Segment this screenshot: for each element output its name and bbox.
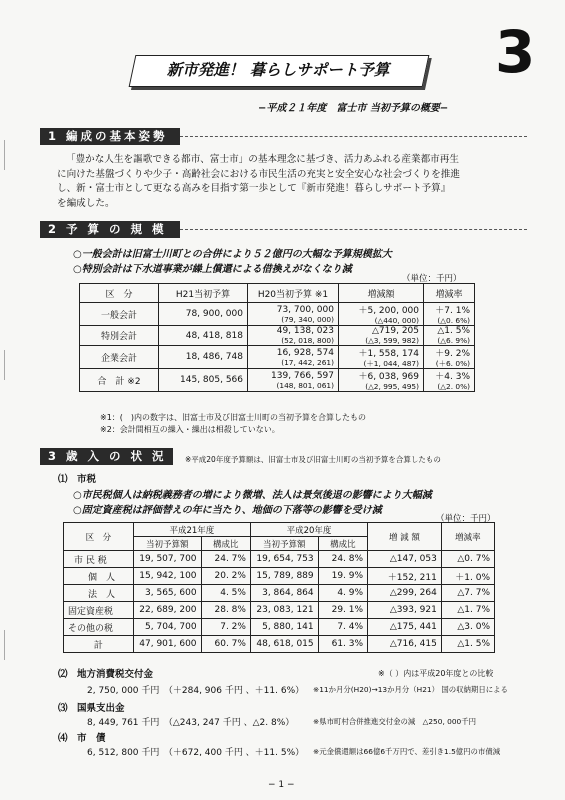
section-heading-1: 1 編成の基本姿勢 bbox=[40, 128, 180, 145]
section-heading-3: 3 歳 入 の 状 況 bbox=[40, 448, 173, 465]
text-line: 「豊かな人生を謳歌できる都市、富士市」の基本理念に基づき、活力あふれる産業都市再生 bbox=[66, 154, 459, 165]
unit-label: （単位：千円） bbox=[402, 274, 462, 284]
header-h20: 平成20年度 bbox=[250, 523, 367, 537]
section-heading-2: 2 予 算 の 規 模 bbox=[40, 221, 180, 238]
comparison-note: ※（ ）内は平成20年度との比較 bbox=[378, 669, 494, 678]
section-divider bbox=[180, 229, 527, 230]
item-note: ※元金償還額は66億6千万円で、差引き1.5億円の市債減 bbox=[313, 747, 501, 756]
subsection-title: ⑷ 市 債 bbox=[58, 733, 106, 744]
city-tax-table: 区 分 平成21年度 平成20年度 増 減 額 増減率 当初予算額 構成比 当初予算額 構成比 市 民 税 19, 507, 700 24. 7% 19, 654, 753 24. 8% △147, 053 △0. 7% 個 人 15, 942, 100 20. 2% 15, 789, 889 19. 9% ＋152, 211 ＋1. 0% 法 人 3, 565, 600 4. 5% 3, 864, 864 4. 9% △299, 264 △7. 7% 固定資産税 22, 689, 200 28. 8% 23, 083, 121 29. 1% △393, 921 △1. 7% その他の税 5, 704, 700 7. 2% 5, 880, 141 7. 4% △175, 441 △3. 0% 計 47, 901, 600 60. 7% 48, 618, 015 61. 3% △716, 415 △1. 5% bbox=[63, 522, 495, 653]
table-row: 合 計 ※2 145, 805, 566 139, 766, 597 (148, 801, 061) ＋6, 038, 969 (△2, 995, 495) ＋4. 3% (△2. 0%) bbox=[80, 369, 475, 392]
budget-scale-table bbox=[79, 283, 475, 392]
header-rate: 増減率 bbox=[441, 523, 494, 551]
table-row: 個 人 15, 942, 100 20. 2% 15, 789, 889 19. 9% ＋152, 211 ＋1. 0% bbox=[64, 568, 495, 585]
bullet-point: ○特別会計は下水道事業が繰上償還による借換えがなくなり減 bbox=[73, 264, 352, 275]
item-value: 2, 750, 000 千円 （＋284, 906 千円 、＋11. 6%） bbox=[87, 686, 305, 696]
page-footer: − 1 − bbox=[268, 780, 295, 790]
header-kubun: 区 分 bbox=[64, 523, 134, 551]
text-line: し、新・富士市として更なる高みを目指す第一歩として『新市発進！暮らしサポート予算』 bbox=[57, 183, 451, 194]
header-h21: H21当初予算 bbox=[159, 284, 248, 303]
binding-mark bbox=[4, 630, 9, 660]
section-divider bbox=[180, 136, 527, 137]
text-line: を編成した。 bbox=[57, 197, 115, 209]
binding-mark bbox=[4, 140, 9, 170]
table-row: 一般会計 78, 900, 000 73, 700, 000 (79, 340, 000) ＋5, 200, 000 (△440, 000) ＋7. 1% (△0. 6%) bbox=[80, 303, 475, 326]
table-row: 市 民 税 19, 507, 700 24. 7% 19, 654, 753 24. 8% △147, 053 △0. 7% bbox=[64, 551, 495, 568]
table-row: 企業会計 18, 486, 748 16, 928, 574 (17, 442, 261) ＋1, 558, 174 (＋1, 044, 487) ＋9. 2% (＋6. 0%) bbox=[80, 346, 475, 369]
text-line: に向けた基盤づくりや少子・高齢社会における市民生活の充実と安全安心な社会づくりを推進 bbox=[57, 168, 460, 180]
table-row: 特別会計 48, 418, 818 49, 138, 023 (52, 018, 800) △719, 205 (△3, 599, 982) △1. 5% (△6. 9%) bbox=[80, 326, 475, 346]
header-diff: 増 減 額 bbox=[368, 523, 442, 551]
page-subtitle: −平成２１年度 富士市 当初予算の概要− bbox=[258, 103, 449, 114]
binding-mark bbox=[4, 350, 9, 380]
table-row: 固定資産税 22, 689, 200 28. 8% 23, 083, 121 29. 1% △393, 921 △1. 7% bbox=[64, 602, 495, 619]
header-h21: 平成21年度 bbox=[133, 523, 250, 537]
table-row: その他の税 5, 704, 700 7. 2% 5, 880, 141 7. 4% △175, 441 △3. 0% bbox=[64, 619, 495, 636]
header-diff: 増減額 bbox=[339, 284, 424, 303]
subsection-title: ⑴ 市税 bbox=[58, 474, 97, 485]
section-1-text bbox=[57, 153, 527, 211]
header-h20: H20当初予算 ※1 bbox=[248, 284, 339, 303]
table-row: 法 人 3, 565, 600 4. 5% 3, 864, 864 4. 9% △299, 264 △7. 7% bbox=[64, 585, 495, 602]
bullet-point: ○市民税個人は納税義務者の増により微増、法人は景気後退の影響により大幅減 bbox=[73, 490, 432, 501]
header-kubun: 区 分 bbox=[80, 284, 159, 303]
subsection-title: ⑵ 地方消費税交付金 bbox=[58, 669, 154, 680]
item-value: 8, 449, 761 千円 （△243, 247 千円 、△2. 8%） bbox=[87, 718, 295, 728]
section-note: ※平成20年度予算額は、旧富士市及び旧富士川町の当初予算を合算したもの bbox=[185, 455, 441, 464]
header-rate: 増減率 bbox=[424, 284, 475, 303]
subsection-title: ⑶ 国県支出金 bbox=[58, 703, 125, 714]
bullet-point: ○一般会計は旧富士川町との合併により５２億円の大幅な予算規模拡大 bbox=[73, 249, 392, 260]
item-note: ※県市町村合併推進交付金の減 △250, 000千円 bbox=[313, 717, 477, 726]
item-note: ※11か月分(H20)→13か月分（H21） 国の収納期日による bbox=[313, 685, 508, 694]
unit-label: （単位：千円） bbox=[436, 514, 496, 524]
table-note: ※2：会計間相互の繰入・繰出は相殺していない。 bbox=[100, 425, 280, 434]
table-note: ※1：( )内の数字は、旧富士市及び旧富士川町の当初予算を合算したもの bbox=[100, 413, 367, 422]
bullet-point: ○固定資産税は評価替えの年に当たり、地価の下落等の影響を受け減 bbox=[73, 505, 382, 516]
page-title: 新市発進！ 暮らしサポート予算 bbox=[166, 61, 390, 79]
page-number: 3 bbox=[495, 18, 534, 86]
item-value: 6, 512, 800 千円 （＋672, 400 千円 、＋11. 5%） bbox=[87, 748, 305, 758]
table-row-total: 計 47, 901, 600 60. 7% 48, 618, 015 61. 3% △716, 415 △1. 5% bbox=[64, 636, 495, 653]
